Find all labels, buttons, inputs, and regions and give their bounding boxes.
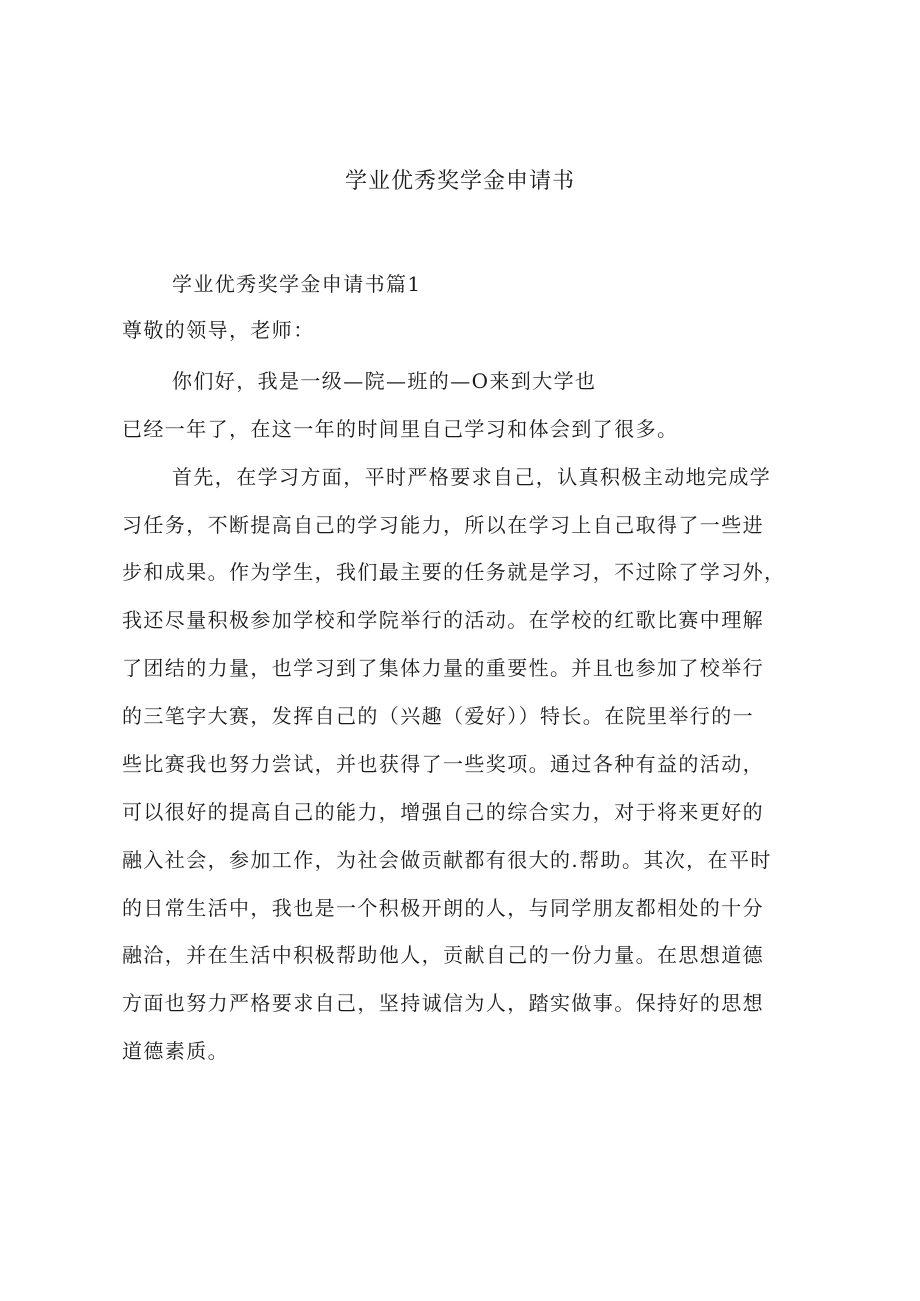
paragraph-line: 首先，在学习方面，平时严格要求自己，认真积极主动地完成学 xyxy=(172,465,772,489)
paragraph-line: 方面也努力严格要求自己，坚持诚信为人，踏实做事。保持好的思想 xyxy=(122,991,764,1015)
paragraph-line: 的日常生活中，我也是一个积极开朗的人，与同学朋友都相处的十分 xyxy=(122,896,764,920)
section-heading: 学业优秀奖学金申请书篇1 xyxy=(172,272,422,296)
paragraph-line: 已经一年了，在这一年的时间里自己学习和体会到了很多。 xyxy=(122,417,679,441)
paragraph-line: 融入社会，参加工作，为社会做贡献都有很大的.帮助。其次，在平时 xyxy=(122,848,772,872)
paragraph-line: 习任务，不断提高自己的学习能力，所以在学习上自己取得了一些进 xyxy=(122,513,764,537)
paragraph-line: 了团结的力量，也学习到了集体力量的重要性。并且也参加了校举行 xyxy=(122,656,764,680)
paragraph-line: 道德素质。 xyxy=(122,1039,229,1063)
paragraph-line: 可以很好的提高自己的能力，增强自己的综合实力，对于将来更好的 xyxy=(122,800,764,824)
salutation: 尊敬的领导，老师： xyxy=(122,318,315,342)
paragraph-line: 的三笔字大赛，发挥自己的（兴趣（爱好））特长。在院里举行的一 xyxy=(122,704,754,728)
document-title: 学业优秀奖学金申请书 xyxy=(344,169,575,194)
paragraph-line: 你们好，我是一级—院—班的—O来到大学也 xyxy=(172,369,597,393)
paragraph-line: 步和成果。作为学生，我们最主要的任务就是学习，不过除了学习外， xyxy=(122,560,786,584)
paragraph-line: 融洽，并在生活中积极帮助他人，贡献自己的一份力量。在思想道德 xyxy=(122,943,764,967)
paragraph-line: 些比赛我也努力尝试，并也获得了一些奖项。通过各种有益的活动， xyxy=(122,752,764,776)
paragraph-line: 我还尽量积极参加学校和学院举行的活动。在学校的红歌比赛中理解 xyxy=(122,608,764,632)
